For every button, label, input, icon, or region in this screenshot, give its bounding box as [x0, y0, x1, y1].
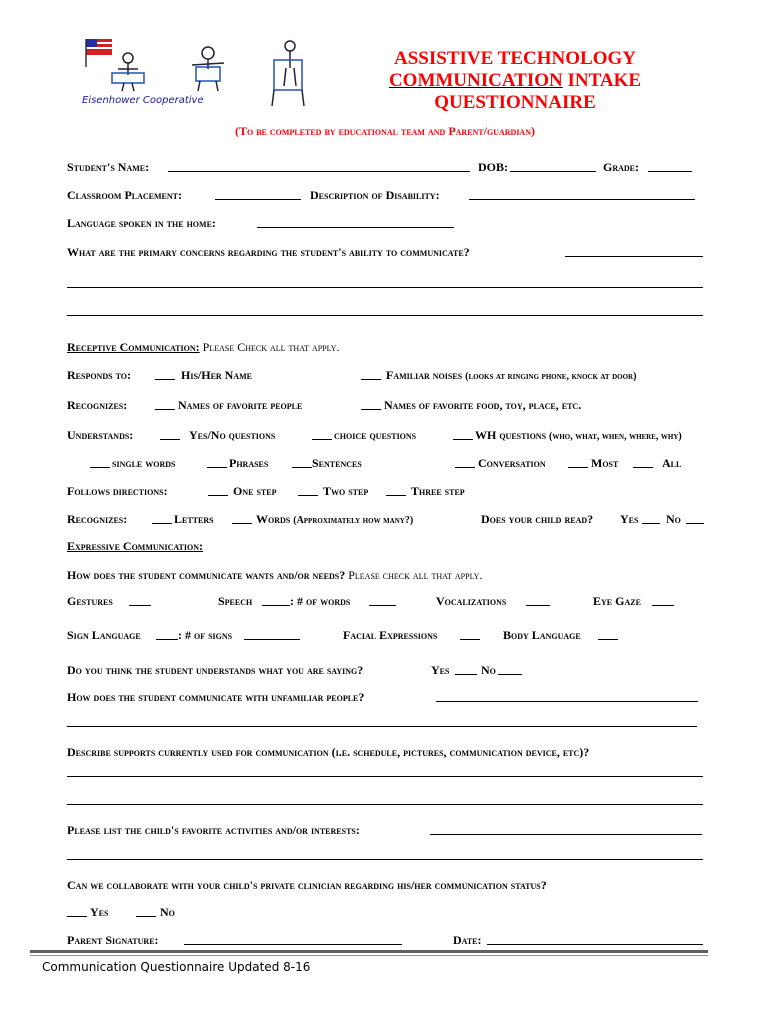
understands-question: Do you think the student understands what you are saying? — [67, 663, 364, 677]
understands-yes-checkbox[interactable] — [455, 663, 477, 675]
classroom-field[interactable] — [215, 188, 301, 200]
names-people-label: Names of favorite people — [178, 398, 303, 412]
words-note: (Approximately how many?) — [293, 515, 414, 526]
footer-rule — [30, 950, 708, 953]
concerns-label: What are the primary concerns regarding the student's ability to communicate? — [67, 245, 470, 259]
stick-figure-icon — [112, 53, 144, 91]
letters-checkbox[interactable] — [152, 512, 172, 524]
follows-directions-label: Follows directions: — [67, 484, 168, 498]
conversation-checkbox[interactable] — [455, 456, 475, 468]
unfamiliar-line[interactable] — [67, 726, 697, 727]
collaborate-no-label: No — [160, 905, 175, 919]
footer-text: Communication Questionnaire Updated 8-16 — [42, 960, 311, 974]
his-her-name-checkbox[interactable] — [155, 368, 175, 380]
language-field[interactable] — [257, 216, 454, 228]
speech-checkbox[interactable] — [262, 594, 290, 606]
body-language-checkbox[interactable] — [598, 628, 618, 640]
two-step-label: Two step — [323, 484, 369, 498]
words-label — [256, 512, 413, 527]
gestures-label: Gestures — [67, 594, 113, 608]
recognizes-label: Recognizes: — [67, 398, 128, 412]
read-no-checkbox[interactable] — [686, 512, 704, 524]
does-read-label: Does your child read? — [481, 512, 594, 526]
grade-label: Grade: — [603, 160, 639, 174]
collaborate-yes-checkbox[interactable] — [67, 905, 87, 917]
activities-line[interactable] — [67, 859, 703, 860]
choice-label: choice questions — [334, 428, 417, 442]
expressive-question-row — [67, 566, 482, 584]
date-label: Date: — [453, 933, 482, 947]
three-step-checkbox[interactable] — [386, 484, 406, 496]
receptive-instruction: Please Check all that apply. — [199, 340, 340, 354]
receptive-heading-row — [67, 340, 340, 355]
all-label: All — [662, 456, 682, 470]
vocalizations-checkbox[interactable] — [526, 594, 550, 606]
logo-text: Eisenhower Cooperative — [82, 95, 204, 106]
classroom-label: Classroom Placement: — [67, 188, 183, 202]
all-checkbox[interactable] — [633, 456, 653, 468]
title-line-2 — [360, 70, 670, 92]
title-line-1: ASSISTIVE TECHNOLOGY — [394, 48, 636, 69]
parent-signature-label: Parent Signature: — [67, 933, 159, 947]
supports-line-2[interactable] — [67, 804, 703, 805]
wh-label — [475, 428, 682, 443]
three-step-label: Three step — [411, 484, 465, 498]
footer-rule-thin — [30, 955, 708, 956]
conversation-label: Conversation — [478, 456, 546, 470]
wh-checkbox[interactable] — [453, 428, 473, 440]
concerns-line-2[interactable] — [67, 315, 703, 316]
subtitle: (To be completed by educational team and Parent/guardian) — [235, 124, 535, 138]
words-text: Words — [256, 512, 291, 526]
num-words-label: : # of words — [290, 594, 351, 608]
wh-text: WH questions — [475, 428, 547, 442]
two-step-checkbox[interactable] — [298, 484, 318, 496]
title-line-3: QUESTIONNAIRE — [434, 92, 596, 113]
walker-figure-icon — [268, 38, 308, 113]
read-yes-label: Yes — [620, 512, 639, 526]
student-name-label: Student's Name: — [67, 160, 150, 174]
supports-line-1[interactable] — [67, 776, 703, 777]
dob-label: DOB: — [478, 160, 508, 174]
eye-gaze-label: Eye Gaze — [593, 594, 641, 608]
understands-no-checkbox[interactable] — [498, 663, 522, 675]
sentences-checkbox[interactable] — [292, 456, 312, 468]
choice-checkbox[interactable] — [312, 428, 332, 440]
single-words-label: single words — [112, 456, 176, 470]
unfamiliar-question: How does the student communicate with unfamiliar people? — [67, 690, 365, 704]
language-label: Language spoken in the home: — [67, 216, 216, 230]
unfamiliar-field[interactable] — [436, 690, 698, 702]
one-step-label: One step — [233, 484, 277, 498]
vocalizations-label: Vocalizations — [436, 594, 507, 608]
body-language-label: Body Language — [503, 628, 581, 642]
flag-icon — [86, 39, 112, 67]
activities-question: Please list the child's favorite activities and/or interests: — [67, 823, 360, 837]
num-words-field[interactable] — [369, 594, 396, 606]
gestures-checkbox[interactable] — [129, 594, 151, 606]
expressive-question: How does the student communicate wants and/or needs? — [67, 568, 346, 582]
words-checkbox[interactable] — [232, 512, 252, 524]
names-food-checkbox[interactable] — [361, 398, 381, 410]
supports-question: Describe supports currently used for communication (i.e. schedule, pictures, communication device, etc)? — [67, 745, 590, 759]
disability-label: Description of Disability: — [310, 188, 440, 202]
wh-note: (who, what, when, where, why) — [549, 431, 682, 442]
date-field[interactable] — [487, 933, 703, 945]
familiar-noises-text: Familiar noises — [386, 368, 463, 382]
facial-checkbox[interactable] — [460, 628, 480, 640]
yes-no-label: Yes/No questions — [189, 428, 276, 442]
letters-label: Letters — [174, 512, 214, 526]
expressive-instruction: Please check all that apply. — [345, 568, 483, 582]
collaborate-yes-label: Yes — [90, 905, 109, 919]
familiar-noises-note: (looks at ringing phone, knock at door) — [465, 371, 637, 382]
activities-field[interactable] — [430, 823, 702, 835]
understands-yes-label: Yes — [431, 663, 450, 677]
collaborate-no-checkbox[interactable] — [136, 905, 156, 917]
read-yes-checkbox[interactable] — [642, 512, 660, 524]
familiar-noises-label — [386, 368, 636, 383]
title-intake: INTAKE — [562, 70, 642, 91]
stick-figure-icon — [192, 47, 224, 91]
expressive-heading: Expressive Communication: — [67, 539, 203, 553]
student-name-field[interactable] — [168, 160, 470, 172]
his-her-name-label: His/Her Name — [181, 368, 253, 382]
sign-language-label: Sign Language — [67, 628, 141, 642]
parent-signature-field[interactable] — [184, 933, 402, 945]
familiar-noises-checkbox[interactable] — [361, 368, 381, 380]
concerns-line-1[interactable] — [67, 287, 703, 288]
disability-field[interactable] — [469, 188, 695, 200]
understands-label: Understands: — [67, 428, 134, 442]
names-food-label: Names of favorite food, toy, place, etc. — [384, 398, 582, 412]
most-label: Most — [591, 456, 619, 470]
eye-gaze-checkbox[interactable] — [652, 594, 674, 606]
names-people-checkbox[interactable] — [155, 398, 175, 410]
collaborate-question: Can we collaborate with your child's private clinician regarding his/her communication status? — [67, 878, 547, 892]
sign-language-checkbox[interactable] — [156, 628, 178, 640]
read-no-label: No — [666, 512, 681, 526]
phrases-checkbox[interactable] — [207, 456, 227, 468]
yes-no-checkbox[interactable] — [160, 428, 180, 440]
facial-label: Facial Expressions — [343, 628, 438, 642]
num-signs-label: : # of signs — [178, 628, 233, 642]
grade-field[interactable] — [648, 160, 692, 172]
speech-label: Speech — [218, 594, 253, 608]
num-signs-field[interactable] — [244, 628, 300, 640]
receptive-heading: Receptive Communication: — [67, 340, 200, 354]
responds-to-label: Responds to: — [67, 368, 131, 382]
phrases-label: Phrases — [229, 456, 269, 470]
dob-field[interactable] — [510, 160, 596, 172]
sentences-label: Sentences — [312, 456, 362, 470]
recognizes-2-label: Recognizes: — [67, 512, 128, 526]
understands-no-label: No — [481, 663, 496, 677]
single-words-checkbox[interactable] — [90, 456, 110, 468]
most-checkbox[interactable] — [568, 456, 588, 468]
concerns-field[interactable] — [565, 245, 703, 257]
one-step-checkbox[interactable] — [208, 484, 228, 496]
title-communication: COMMUNICATION — [388, 70, 563, 91]
